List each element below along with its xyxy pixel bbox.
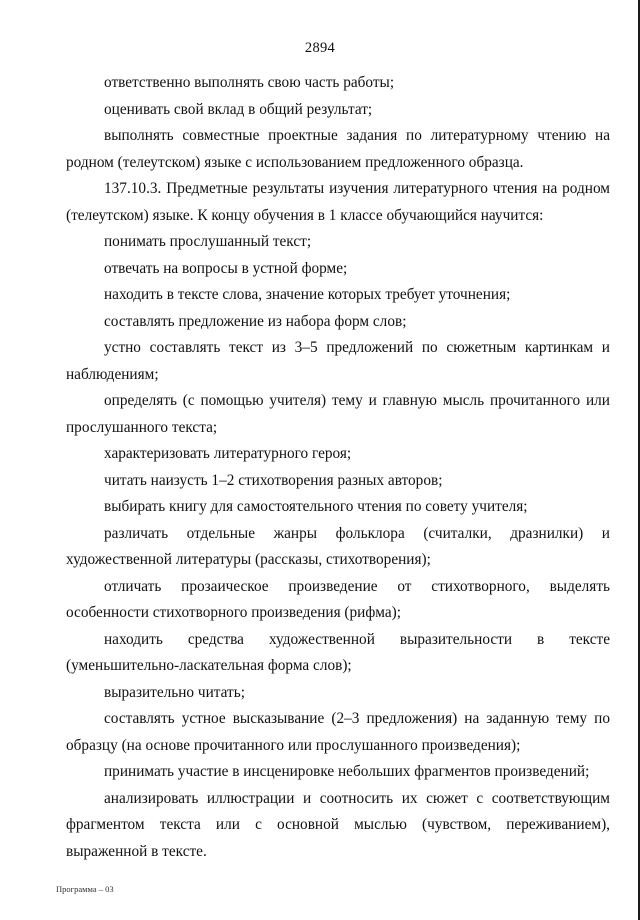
paragraph: оценивать свой вклад в общий результат; xyxy=(104,100,373,118)
paragraph: принимать участие в инсценировке небольших фрагментов произведений; xyxy=(104,763,590,780)
paragraph: читать наизусть 1–2 стихотворения разных авторов; xyxy=(104,471,443,489)
paragraph: 137.10.3. Предметные результаты изучения литературного чтения на родном (телеутском) языке. К концу обучения в 1 классе обучающийся научится: xyxy=(66,180,610,224)
paragraph: определять (с помощью учителя) тему и главную мысль прочитанного или прослушанного текста; xyxy=(66,392,610,436)
paragraph: характеризовать литературного героя; xyxy=(104,445,352,462)
paragraph: устно составлять текст из 3–5 предложений по сюжетным картинкам и наблюдениям; xyxy=(66,339,610,383)
paragraph: анализировать иллюстрации и соотносить их сюжет с соответствующим фрагментом текста или с основной мыслью (чувством, переживанием), выраженной в тексте. xyxy=(66,789,610,860)
paragraph: отвечать на вопросы в устной форме; xyxy=(104,259,348,277)
paragraph: составлять устное высказывание (2–3 предложения) на заданную тему по образцу (на основе прочитанного или прослушанного произведения); xyxy=(66,710,610,754)
document-body xyxy=(66,70,610,865)
page-footer: Программа – 03 xyxy=(56,884,114,894)
paragraph: различать отдельные жанры фольклора (считалки, дразнилки) и художественной литературы (рассказы, стихотворения); xyxy=(66,524,610,568)
paragraph: ответственно выполнять свою часть работы; xyxy=(104,74,395,91)
paragraph: составлять предложение из набора форм слов; xyxy=(104,312,407,330)
paragraph: выполнять совместные проектные задания по литературному чтению на родном (телеутском) языке с использованием предложенного образца. xyxy=(66,127,610,171)
page-number: 2894 xyxy=(304,40,336,56)
paragraph: выбирать книгу для самостоятельного чтения по совету учителя; xyxy=(104,498,528,515)
paragraph: понимать прослушанный текст; xyxy=(104,233,312,250)
paragraph: отличать прозаическое произведение от стихотворного, выделять особенности стихотворного произведения (рифма); xyxy=(66,577,610,621)
paragraph: выразительно читать; xyxy=(104,683,245,701)
paragraph: находить средства художественной выразительности в тексте (уменьшительно-ласкательная форма слов); xyxy=(66,630,610,674)
paragraph: находить в тексте слова, значение которых требует уточнения; xyxy=(104,286,511,303)
